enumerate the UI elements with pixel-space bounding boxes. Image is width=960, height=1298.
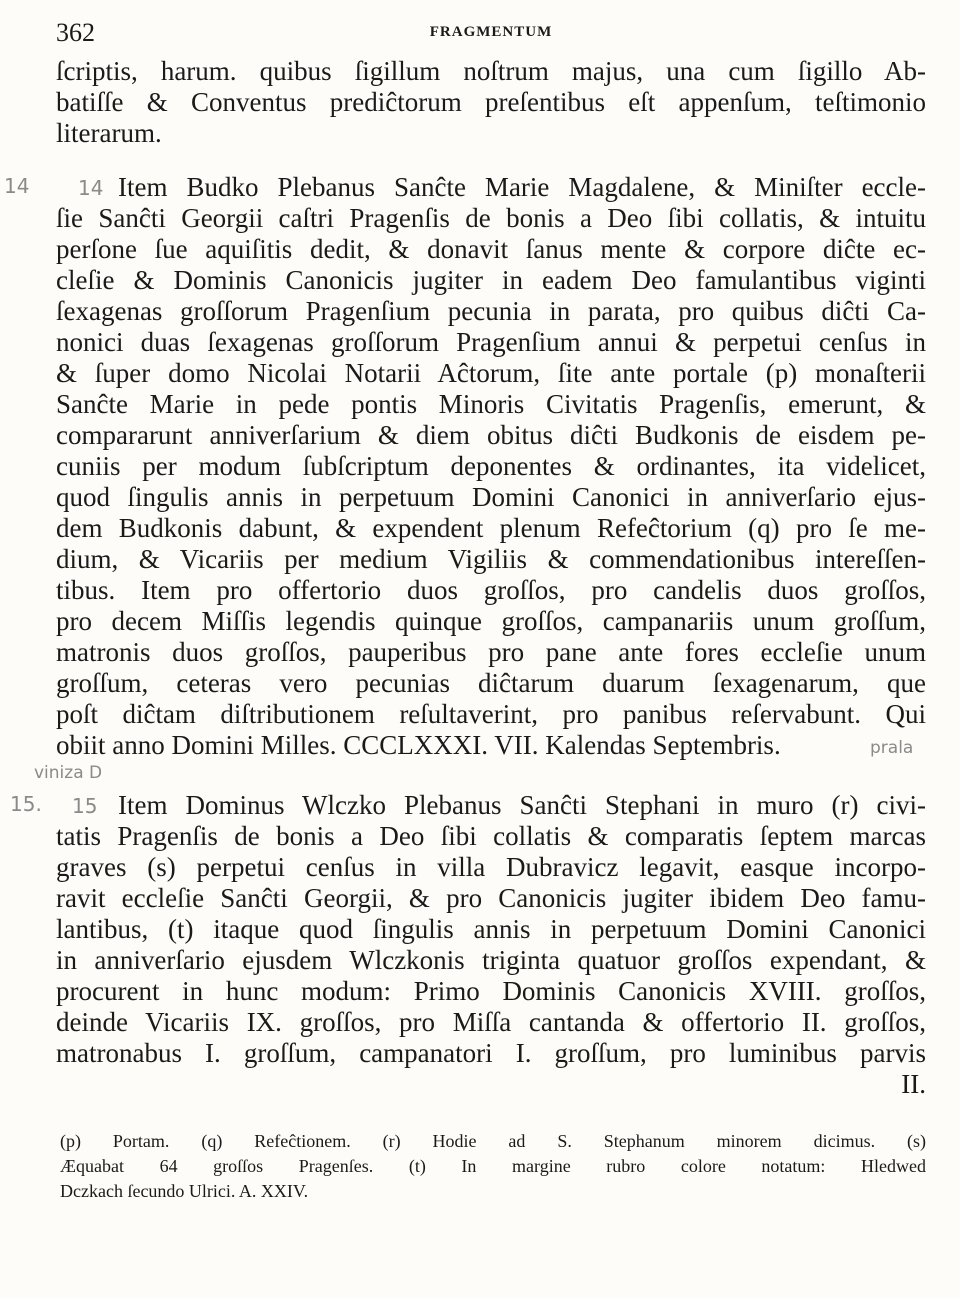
margin-note: 15: [72, 794, 98, 818]
text-line: matronabus I. groſſum, campanatori I. groſſum, pro luminibus parvis: [56, 1038, 926, 1068]
text-line: deinde Vicariis IX. groſſos, pro Miſſa cantanda & offertorio II. groſſos,: [56, 1007, 926, 1037]
text-line: cuniis per modum ſubſcriptum deponentes & ordinantes, ita videlicet,: [56, 451, 926, 481]
text-line: dem Budkonis dabunt, & expendent plenum Refeĉtorium (q) pro ſe me-: [56, 513, 926, 543]
margin-note: 14: [4, 174, 30, 198]
text-line: graves (s) perpetui cenſus in villa Dubravicz legavit, easque incorpo-: [56, 852, 926, 882]
text-line: ravit eccleſie Sanĉti Georgii, & pro Canonicis jugiter ibidem Deo famu-: [56, 883, 926, 913]
margin-note: 15.: [10, 792, 42, 816]
text-line: tibus. Item pro offertorio duos groſſos, pro candelis duos groſſos,: [56, 575, 926, 605]
text-line: obiit anno Domini Milles. CCCLXXXI. VII. Kalendas Septembris.: [56, 730, 781, 760]
text-line: lantibus, (t) itaque quod ſingulis annis in perpetuum Domini Canonici: [56, 914, 926, 944]
text-line: Sanĉte Marie in pede pontis Minoris Civitatis Pragenſis, emerunt, &: [56, 389, 926, 419]
text-line: cleſie & Dominis Canonicis jugiter in eadem Deo famulantibus viginti: [56, 265, 926, 295]
page-number: 362: [56, 18, 95, 47]
text-line: II.: [901, 1069, 926, 1099]
text-line: dium, & Vicariis per medium Vigiliis & commendationibus intereſſen-: [56, 544, 926, 574]
footnote-line: (p) Portam. (q) Refeĉtionem. (r) Hodie ad S. Stephanum minorem dicimus. (s): [60, 1131, 926, 1151]
text-line: batiſſe & Conventus prediĉtorum preſentibus eſt appenſum, teſtimonio: [56, 87, 926, 117]
text-line: ſie Sanĉti Georgii caſtri Pragenſis de bonis a Deo ſibi collatis, & intuitu: [56, 203, 926, 233]
text-line: quod ſingulis annis in perpetuum Domini Canonici in anniverſario ejus-: [56, 482, 926, 512]
running-title: FRAGMENTUM: [429, 24, 553, 40]
text-line: nonici duas ſexagenas groſſorum Pragenſium annui & perpetui cenſus in: [56, 327, 926, 357]
margin-note: 14: [78, 176, 104, 200]
text-line: ſcriptis, harum. quibus ſigillum noſtrum majus, una cum ſigillo Ab-: [56, 56, 926, 86]
text-line: compararunt anniverſarium & diem obitus diĉti Budkonis de eisdem pe-: [56, 420, 926, 450]
text-line: procurent in hunc modum: Primo Dominis Canonicis XVIII. groſſos,: [56, 976, 926, 1006]
text-line: & ſuper domo Nicolai Notarii Aĉtorum, ſite ante portale (p) monaſterii: [56, 358, 926, 388]
text-line: poſt diĉtam diſtributionem reſultaverint, pro panibus reſervabunt. Qui: [56, 699, 926, 729]
text-line: perſone ſue aquiſitis dedit, & donavit ſanus mente & corpore diĉte ec-: [56, 234, 926, 264]
text-line: Item Dominus Wlczko Plebanus Sanĉti Stephani in muro (r) civi-: [118, 790, 926, 820]
text-line: pro decem Miſſis legendis quinque groſſos, campanariis unum groſſum,: [56, 606, 926, 636]
footnote-line: Æquabat 64 groſſos Pragenſes. (t) In margine rubro colore notatum: Hledwed: [60, 1156, 926, 1176]
text-line: matronis duos groſſos, pauperibus pro pane ante fores eccleſie unum: [56, 637, 926, 667]
text-line: ſexagenas groſſorum Pragenſium pecunia in parata, pro quibus diĉti Ca-: [56, 296, 926, 326]
footnote-line: Dczkach ſecundo Ulrici. A. XXIV.: [60, 1181, 309, 1201]
text-line: in anniverſario ejusdem Wlczkonis triginta quatuor groſſos expendant, &: [56, 945, 926, 975]
page-header: [56, 18, 926, 48]
text-line: Item Budko Plebanus Sanĉte Marie Magdalene, & Miniſter eccle-: [118, 172, 926, 202]
text-line: groſſum, ceteras vero pecunias diĉtarum duarum ſexagenarum, que: [56, 668, 926, 698]
text-line: tatis Pragenſis de bonis a Deo ſibi collatis & comparatis ſeptem marcas: [56, 821, 926, 851]
margin-note: prala: [870, 738, 914, 758]
margin-note: viniza D: [34, 763, 103, 783]
text-line: literarum.: [56, 118, 162, 148]
